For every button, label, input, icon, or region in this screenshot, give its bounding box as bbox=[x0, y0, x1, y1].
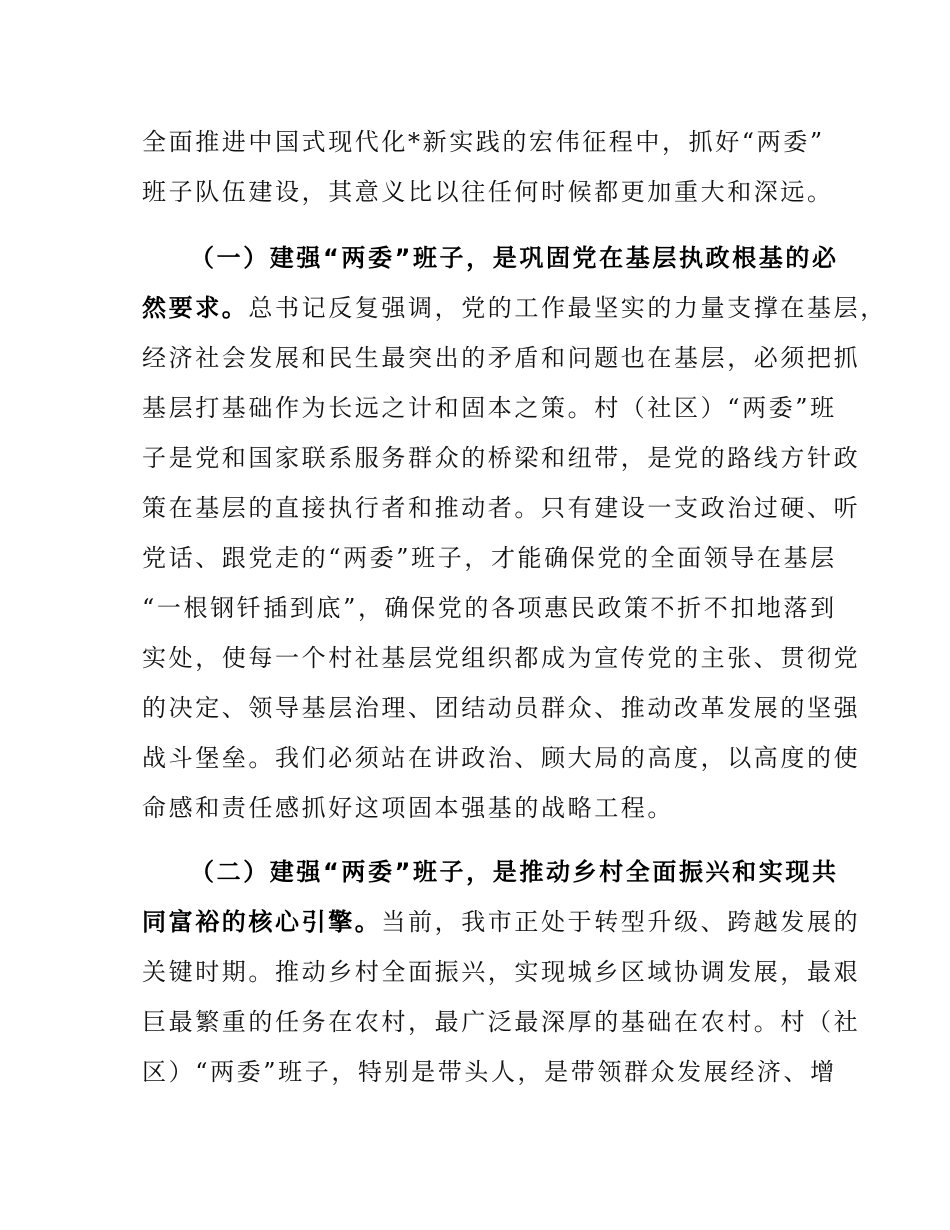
line-text: 关键时期。推动乡村全面振兴，实现城乡区域协调发展，最艰 bbox=[142, 958, 861, 986]
section-1-line-8 bbox=[142, 588, 837, 628]
line-text: 命感和责任感抓好这项固本强基的战略工程。 bbox=[142, 794, 674, 822]
section-2-line-3 bbox=[142, 952, 861, 992]
section-1-line-2 bbox=[142, 288, 887, 328]
line-text: 班子队伍建设，其意义比以往任何时候都更加重大和深远。 bbox=[142, 178, 834, 206]
section-1-line-3 bbox=[142, 338, 861, 378]
paragraph-0-line-2 bbox=[142, 172, 834, 212]
section-1-heading-line-1 bbox=[190, 238, 839, 278]
line-text: 的决定、领导基层治理、团结动员群众、推动改革发展的坚强 bbox=[142, 694, 861, 722]
section-1-line-9 bbox=[142, 638, 861, 678]
line-text: 战斗堡垒。我们必须站在讲政治、顾大局的高度，以高度的使 bbox=[142, 744, 861, 772]
section-2-heading: （二）建强“两委”班子，是推动乡村全面振兴和实现共 bbox=[190, 858, 839, 886]
line-text: 经济社会发展和民生最突出的矛盾和问题也在基层，必须把抓 bbox=[142, 344, 861, 372]
section-1-line-6 bbox=[142, 488, 861, 528]
line-text: 基层打基础作为长远之计和固本之策。村（社区）“两委”班 bbox=[142, 394, 837, 422]
line-text: 全面推进中国式现代化*新实践的宏伟征程中，抓好“两委” bbox=[142, 128, 825, 156]
section-2-line-4 bbox=[142, 1002, 861, 1042]
line-text: 实处，使每一个村社基层党组织都成为宣传党的主张、贯彻党 bbox=[142, 644, 861, 672]
section-1-line-5 bbox=[142, 438, 861, 478]
section-1-line-11 bbox=[142, 738, 861, 778]
line-text: 总书记反复强调，党的工作最坚实的力量支撑在基层， bbox=[248, 294, 887, 322]
section-2-line-5 bbox=[142, 1052, 837, 1092]
line-text: 党话、跟党走的“两委”班子，才能确保党的全面领导在基层 bbox=[142, 544, 837, 572]
section-2-heading-end: 同富裕的核心引擎。 bbox=[142, 908, 382, 936]
line-text: 区）“两委”班子，特别是带头人，是带领群众发展经济、增 bbox=[142, 1058, 837, 1086]
section-1-line-10 bbox=[142, 688, 861, 728]
line-text: 策在基层的直接执行者和推动者。只有建设一支政治过硬、听 bbox=[142, 494, 861, 522]
paragraph-0-line-1 bbox=[142, 122, 825, 162]
section-2-heading-line-1 bbox=[190, 852, 839, 892]
section-1-line-4 bbox=[142, 388, 837, 428]
line-text: 巨最繁重的任务在农村，最广泛最深厚的基础在农村。村（社 bbox=[142, 1008, 861, 1036]
section-1-heading-end: 然要求。 bbox=[142, 294, 249, 322]
section-1-line-7 bbox=[142, 538, 837, 578]
section-2-line-2 bbox=[142, 902, 861, 942]
section-1-heading: （一）建强“两委”班子，是巩固党在基层执政根基的必 bbox=[190, 244, 839, 272]
line-text: 当前，我市正处于转型升级、跨越发展的 bbox=[381, 908, 861, 936]
section-1-line-12 bbox=[142, 788, 674, 828]
line-text: 子是党和国家联系服务群众的桥梁和纽带，是党的路线方针政 bbox=[142, 444, 861, 472]
line-text: “一根钢钎插到底”，确保党的各项惠民政策不折不扣地落到 bbox=[142, 594, 837, 622]
